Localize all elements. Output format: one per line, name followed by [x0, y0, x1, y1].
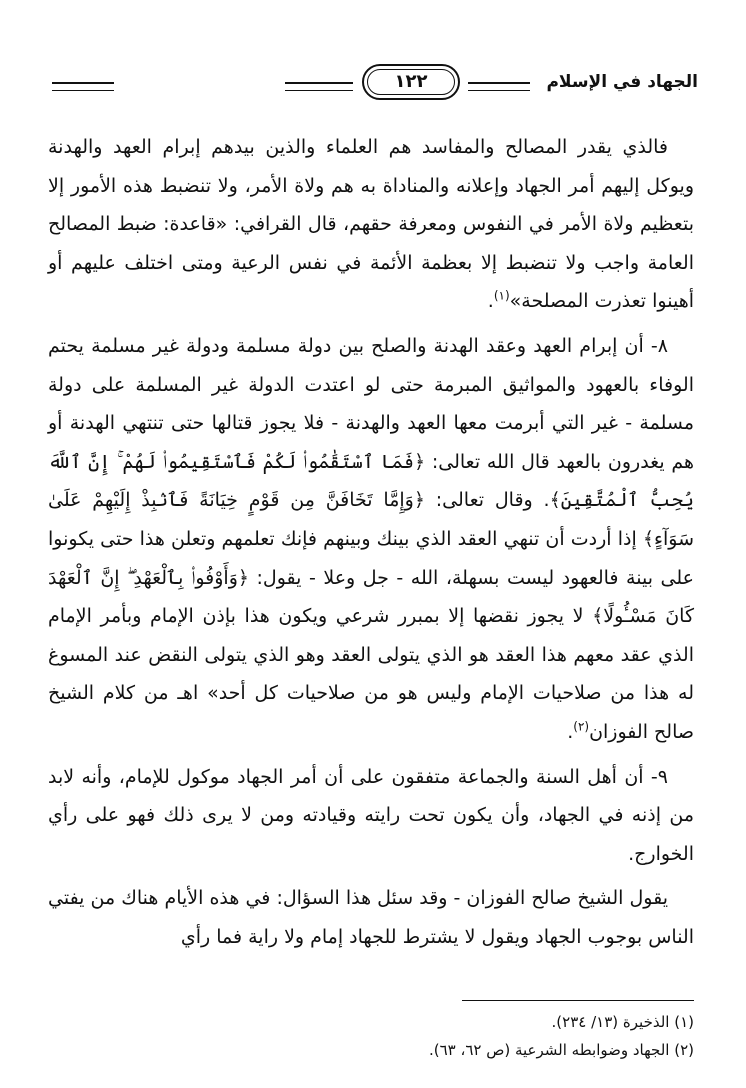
paragraph-text: ٩- أن أهل السنة والجماعة متفقون على أن أمر الجهاد موكول للإمام، وأنه لابد من إذنه في الجهاد، وأن يكون تحت رايته وقيادته ومن لا يرى ذلك فهو على رأي الخوارج.: [48, 765, 694, 865]
footnotes: [48, 1008, 694, 1064]
paragraph-text: .: [567, 720, 574, 743]
paragraph-text: إذا أردت أن تنهي العقد الذي بينك وبينهم فإنك تعلمهم وتعلن هذا حتى يكونوا على بينة فالعهود ليست بسهلة، الله - جل وعلا - يقول:: [48, 527, 694, 589]
quran-verse: ﴿فَمَا ٱسْتَقَٰمُوا۟ لَكُمْ فَٱسْتَقِيمُوا۟ لَهُمْ ۚ إِنَّ ٱللَّهَ يُحِبُّ ٱلْمُتَّقِينَ﴾: [48, 450, 694, 512]
page-number-badge: [362, 64, 460, 100]
running-header: [48, 70, 698, 104]
footnote-marker: (٢): [573, 719, 590, 734]
page-number: ١٢٢: [394, 71, 428, 92]
paragraph: [48, 327, 694, 752]
paragraph-text: لا يجوز نقضها إلا بمبرر شرعي ويكون هذا بإذن الإمام وبأمر الإمام الذي عقد معهم هذا العقد هو الذي يتولى العقد وهو الذي يتولى النقض عند المسوغ له هذا من صلاحيات الإمام وليس هو من صلاحيات كل أحد» اهـ من كلام الشيخ صالح الفوزان: [48, 605, 694, 743]
paragraph-text: ٨- أن إبرام العهد وعقد الهدنة والصلح بين دولة مسلمة ودولة غير مسلمة يحتم الوفاء بالعهود والمواثيق المبرمة حتى لو اعتدت الدولة غير المسلمة على دولة مسلمة - غير التي أبرمت معها العهد والهدنة - فلا يجوز قتالها حتى تنتهي الهدنة أو هم يغدرون بالعهد قال الله تعالى:: [48, 334, 694, 473]
quran-verse: ﴿وَأَوْفُوا۟ بِٱلْعَهْدِ ۖ إِنَّ ٱلْعَهْدَ كَانَ مَسْـُٔولًا﴾: [48, 566, 694, 628]
footnote-separator: [462, 1000, 694, 1001]
footnote-marker: (١): [493, 289, 510, 304]
paragraph-text: . وقال تعالى:: [424, 489, 550, 512]
header-rule: [52, 82, 114, 91]
footnote-1: (١) الذخيرة (١٣/ ٢٣٤).: [551, 1013, 694, 1031]
running-header-title: الجهاد في الإسلام: [546, 72, 698, 92]
paragraph: [48, 758, 694, 874]
paragraph-text: فالذي يقدر المصالح والمفاسد هم العلماء والذين بيدهم إبرام العهد والهدنة ويوكل إليهم أمر الجهاد وإعلانه والمناداة به هم ولاة الأمر، ولا تنضبط هذه الأمور إلا بتعظيم ولاة الأمر في النفوس ومعرفة حقهم، قال القرافي: «قاعدة: ضبط المصالح العامة واجب ولا تنضبط إلا بعظمة الأئمة في نفس الرعية ومتى اختلف عليهم أو أهينوا تعذرت المصلحة»: [48, 136, 694, 313]
paragraph: [48, 879, 694, 956]
paragraph-text: .: [487, 290, 494, 313]
header-rule: [285, 82, 353, 91]
footnote-2: (٢) الجهاد وضوابطه الشرعية (ص ٦٢، ٦٣).: [428, 1041, 694, 1059]
paragraph: [48, 128, 694, 321]
paragraph-text: يقول الشيخ صالح الفوزان - وقد سئل هذا السؤال: في هذه الأيام هناك من يفتي الناس بوجوب الجهاد ويقول لا يشترط للجهاد إمام ولا راية فما رأي: [48, 887, 694, 948]
quran-verse: ﴿وَإِمَّا تَخَافَنَّ مِن قَوْمٍ خِيَانَةً فَٱنۢبِذْ إِلَيْهِمْ عَلَىٰ سَوَآءٍ﴾: [48, 489, 694, 550]
header-rule: [468, 82, 530, 91]
main-text: [48, 128, 694, 962]
